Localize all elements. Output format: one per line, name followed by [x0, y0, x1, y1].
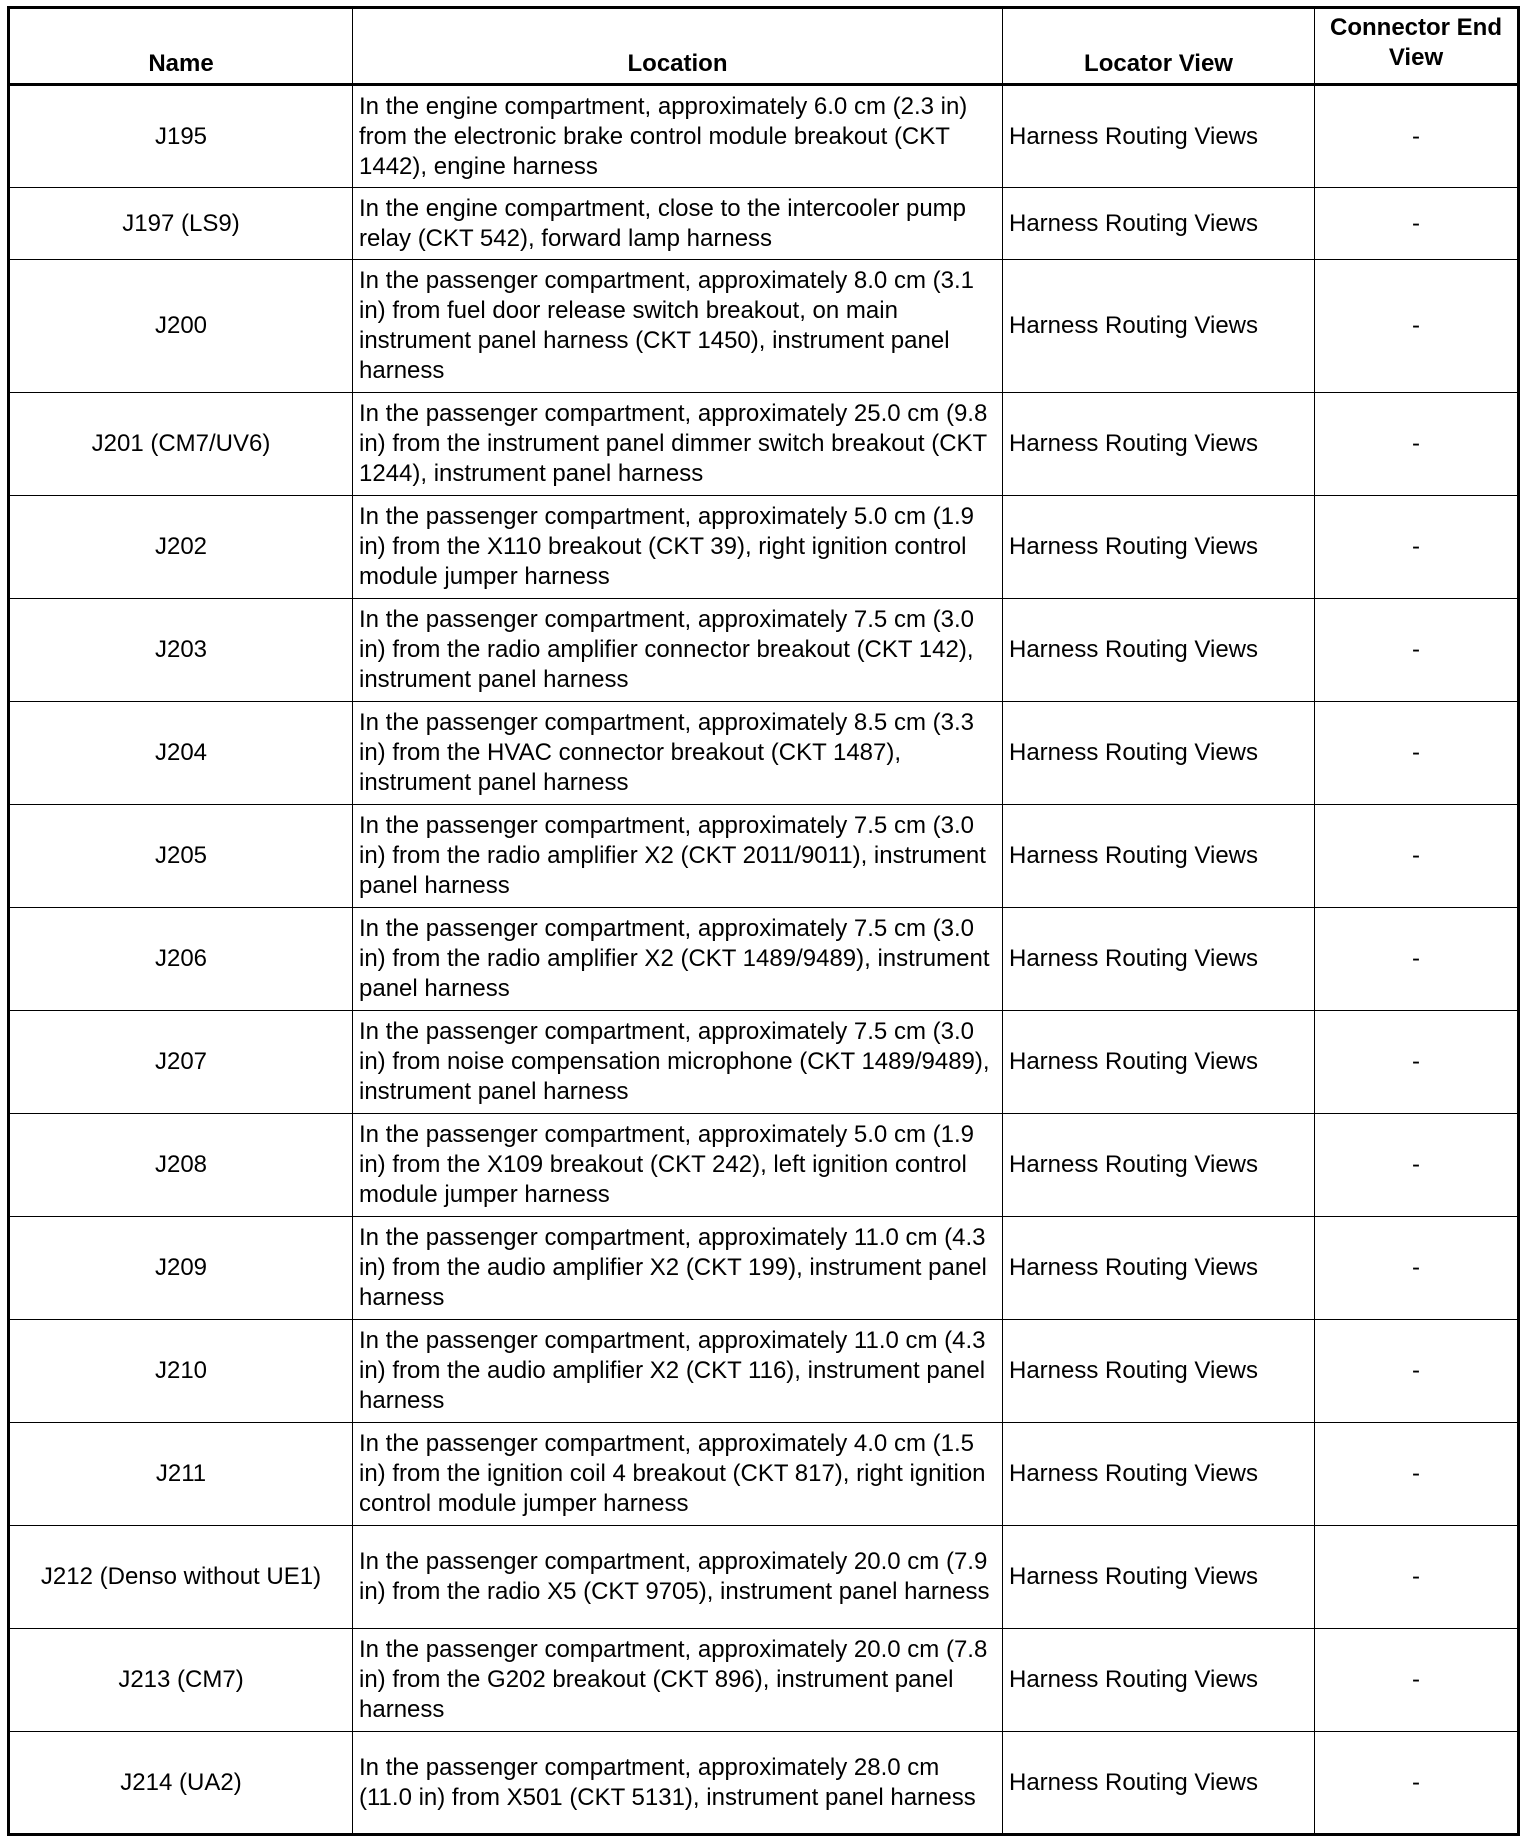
cell-location: In the engine compartment, approximately 6.0 cm (2.3 in) from the electronic brake control module breakout (CKT 1442), engine harness	[353, 85, 1003, 188]
cell-location: In the passenger compartment, approximately 11.0 cm (4.3 in) from the audio amplifier X2 (CKT 199), instrument panel harness	[353, 1217, 1003, 1320]
cell-location: In the passenger compartment, approximately 5.0 cm (1.9 in) from the X109 breakout (CKT 242), left ignition control module jumper harness	[353, 1114, 1003, 1217]
cell-location: In the passenger compartment, approximately 25.0 cm (9.8 in) from the instrument panel dimmer switch breakout (CKT 1244), instrument panel harness	[353, 393, 1003, 496]
table-row	[9, 805, 1519, 908]
cell-location: In the passenger compartment, approximately 7.5 cm (3.0 in) from noise compensation microphone (CKT 1489/9489), instrument panel harness	[353, 1011, 1003, 1114]
table-row	[9, 393, 1519, 496]
cell-name: J201 (CM7/UV6)	[9, 393, 353, 496]
cell-location: In the passenger compartment, approximately 5.0 cm (1.9 in) from the X110 breakout (CKT 39), right ignition control module jumper harness	[353, 496, 1003, 599]
cell-connector-end-view: -	[1315, 1423, 1519, 1526]
cell-name: J203	[9, 599, 353, 702]
cell-location: In the passenger compartment, approximately 8.5 cm (3.3 in) from the HVAC connector breakout (CKT 1487), instrument panel harness	[353, 702, 1003, 805]
cell-locator-view: Harness Routing Views	[1003, 496, 1315, 599]
header-locator-view: Locator View	[1003, 8, 1315, 85]
cell-connector-end-view: -	[1315, 1320, 1519, 1423]
cell-name: J214 (UA2)	[9, 1732, 353, 1835]
cell-name: J213 (CM7)	[9, 1629, 353, 1732]
table-header	[9, 8, 1519, 85]
table-row	[9, 260, 1519, 393]
header-name: Name	[9, 8, 353, 85]
cell-connector-end-view: -	[1315, 496, 1519, 599]
cell-locator-view: Harness Routing Views	[1003, 1320, 1315, 1423]
cell-locator-view: Harness Routing Views	[1003, 1011, 1315, 1114]
header-location: Location	[353, 8, 1003, 85]
cell-connector-end-view: -	[1315, 188, 1519, 260]
cell-location: In the engine compartment, close to the intercooler pump relay (CKT 542), forward lamp harness	[353, 188, 1003, 260]
cell-connector-end-view: -	[1315, 1526, 1519, 1629]
cell-name: J209	[9, 1217, 353, 1320]
cell-locator-view: Harness Routing Views	[1003, 805, 1315, 908]
cell-location: In the passenger compartment, approximately 20.0 cm (7.9 in) from the radio X5 (CKT 9705), instrument panel harness	[353, 1526, 1003, 1629]
cell-location: In the passenger compartment, approximately 7.5 cm (3.0 in) from the radio amplifier X2 (CKT 1489/9489), instrument panel harness	[353, 908, 1003, 1011]
cell-location: In the passenger compartment, approximately 20.0 cm (7.8 in) from the G202 breakout (CKT 896), instrument panel harness	[353, 1629, 1003, 1732]
cell-locator-view: Harness Routing Views	[1003, 393, 1315, 496]
cell-name: J206	[9, 908, 353, 1011]
cell-connector-end-view: -	[1315, 85, 1519, 188]
cell-connector-end-view: -	[1315, 702, 1519, 805]
table-row	[9, 908, 1519, 1011]
cell-name: J195	[9, 85, 353, 188]
cell-connector-end-view: -	[1315, 1114, 1519, 1217]
cell-locator-view: Harness Routing Views	[1003, 908, 1315, 1011]
splice-location-table	[7, 6, 1520, 1836]
cell-name: J204	[9, 702, 353, 805]
table-row	[9, 1732, 1519, 1835]
cell-name: J211	[9, 1423, 353, 1526]
cell-locator-view: Harness Routing Views	[1003, 1629, 1315, 1732]
cell-locator-view: Harness Routing Views	[1003, 1526, 1315, 1629]
table-row	[9, 599, 1519, 702]
cell-location: In the passenger compartment, approximately 4.0 cm (1.5 in) from the ignition coil 4 breakout (CKT 817), right ignition control module jumper harness	[353, 1423, 1003, 1526]
table-row	[9, 85, 1519, 188]
table-body	[9, 85, 1519, 1835]
table-row	[9, 1011, 1519, 1114]
cell-name: J207	[9, 1011, 353, 1114]
cell-connector-end-view: -	[1315, 1011, 1519, 1114]
cell-connector-end-view: -	[1315, 1629, 1519, 1732]
cell-location: In the passenger compartment, approximately 28.0 cm (11.0 in) from X501 (CKT 5131), instrument panel harness	[353, 1732, 1003, 1835]
cell-locator-view: Harness Routing Views	[1003, 1114, 1315, 1217]
cell-name: J205	[9, 805, 353, 908]
table-row	[9, 1320, 1519, 1423]
cell-connector-end-view: -	[1315, 260, 1519, 393]
header-row	[9, 8, 1519, 85]
cell-locator-view: Harness Routing Views	[1003, 1217, 1315, 1320]
cell-locator-view: Harness Routing Views	[1003, 188, 1315, 260]
table-row	[9, 1217, 1519, 1320]
cell-locator-view: Harness Routing Views	[1003, 85, 1315, 188]
cell-locator-view: Harness Routing Views	[1003, 1423, 1315, 1526]
cell-location: In the passenger compartment, approximately 7.5 cm (3.0 in) from the radio amplifier X2 (CKT 2011/9011), instrument panel harness	[353, 805, 1003, 908]
cell-name: J212 (Denso without UE1)	[9, 1526, 353, 1629]
cell-location: In the passenger compartment, approximately 11.0 cm (4.3 in) from the audio amplifier X2 (CKT 116), instrument panel harness	[353, 1320, 1003, 1423]
cell-name: J200	[9, 260, 353, 393]
cell-name: J210	[9, 1320, 353, 1423]
cell-locator-view: Harness Routing Views	[1003, 260, 1315, 393]
table-row	[9, 496, 1519, 599]
cell-location: In the passenger compartment, approximately 7.5 cm (3.0 in) from the radio amplifier connector breakout (CKT 142), instrument panel harness	[353, 599, 1003, 702]
table-row	[9, 702, 1519, 805]
cell-connector-end-view: -	[1315, 393, 1519, 496]
table-row	[9, 1114, 1519, 1217]
cell-locator-view: Harness Routing Views	[1003, 1732, 1315, 1835]
table-row	[9, 188, 1519, 260]
cell-name: J197 (LS9)	[9, 188, 353, 260]
table-row	[9, 1423, 1519, 1526]
table-row	[9, 1629, 1519, 1732]
cell-locator-view: Harness Routing Views	[1003, 599, 1315, 702]
table-row	[9, 1526, 1519, 1629]
cell-connector-end-view: -	[1315, 1217, 1519, 1320]
header-connector-end-view: Connector End View	[1315, 8, 1519, 85]
cell-connector-end-view: -	[1315, 1732, 1519, 1835]
cell-name: J208	[9, 1114, 353, 1217]
cell-connector-end-view: -	[1315, 908, 1519, 1011]
cell-name: J202	[9, 496, 353, 599]
cell-connector-end-view: -	[1315, 805, 1519, 908]
cell-locator-view: Harness Routing Views	[1003, 702, 1315, 805]
cell-connector-end-view: -	[1315, 599, 1519, 702]
cell-location: In the passenger compartment, approximately 8.0 cm (3.1 in) from fuel door release switch breakout, on main instrument panel harness (CKT 1450), instrument panel harness	[353, 260, 1003, 393]
